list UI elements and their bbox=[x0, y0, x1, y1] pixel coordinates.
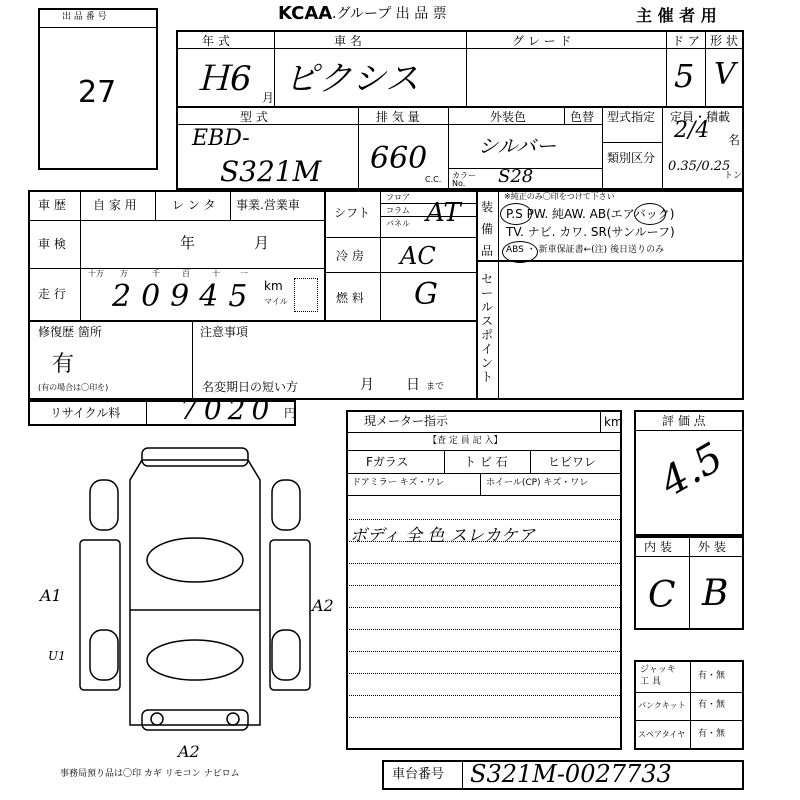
col-line-3 bbox=[666, 30, 667, 106]
door-label: ド ア bbox=[672, 34, 700, 48]
grade-label: グ レ ー ド bbox=[512, 34, 572, 48]
car-name-value: ピクシス bbox=[284, 59, 419, 99]
deadline-until: まで bbox=[426, 382, 445, 392]
puncture-option[interactable]: 有・無 bbox=[698, 700, 726, 710]
office-note: 事務局預り品は〇印 カギ リモコン ナビロム bbox=[60, 769, 240, 779]
history-option-business[interactable]: 事業.営業車 bbox=[236, 198, 300, 212]
history-col-1 bbox=[155, 190, 156, 220]
inspection-year: 年 bbox=[180, 234, 196, 252]
mile-check-box[interactable] bbox=[294, 278, 318, 312]
equipment-line-3: ABS ・ 新車保証書←(注) 後日送りのみ bbox=[506, 245, 665, 255]
mileage-digit-100: 百 bbox=[182, 269, 190, 278]
abs-circle bbox=[502, 241, 538, 263]
car-name-label: 車 名 bbox=[334, 34, 362, 48]
inspection-label: 車 検 bbox=[38, 237, 66, 251]
capacity-value: 2/4 bbox=[674, 118, 710, 143]
remark-line-7 bbox=[346, 651, 622, 652]
notes-label: 注意事項 bbox=[200, 325, 249, 339]
row1-bottom-line bbox=[176, 106, 744, 108]
mileage-label: 走 行 bbox=[38, 287, 66, 301]
col-line-9 bbox=[662, 106, 663, 190]
mirror-label: ドアミラー キズ・ワレ bbox=[352, 478, 445, 488]
fuel-value: G bbox=[414, 277, 438, 312]
equipment-note: ※純正のみ〇印をつけて下さい bbox=[504, 192, 615, 201]
deadline-month: 月 bbox=[360, 377, 374, 393]
color-no-label: カラー No. bbox=[452, 171, 476, 188]
mirror-col bbox=[480, 473, 481, 495]
lot-number-divider bbox=[38, 27, 158, 28]
lot-number-value: 27 bbox=[78, 75, 117, 110]
inspection-month: 月 bbox=[254, 234, 270, 252]
remark-line-8 bbox=[346, 673, 622, 674]
shift-option-column[interactable]: コラム bbox=[386, 206, 410, 215]
shift-option-panel[interactable]: パネル bbox=[386, 219, 410, 228]
col-line-8 bbox=[602, 106, 603, 190]
grade-label: 評 価 点 bbox=[662, 414, 706, 428]
jack-label: ジャッキ 工 具 bbox=[640, 665, 676, 687]
exterior-color-value: シルバー bbox=[478, 134, 557, 158]
equip-col bbox=[476, 190, 478, 400]
mileage-digit-10: 十 bbox=[212, 269, 220, 278]
remark-line-5 bbox=[346, 607, 622, 608]
remark-line-4 bbox=[346, 585, 622, 586]
model-value-2: S321M bbox=[220, 155, 322, 188]
mileage-value: 20945 bbox=[112, 279, 258, 314]
exterior-label: 外 装 bbox=[698, 540, 726, 554]
cooling-label: 冷 房 bbox=[336, 249, 364, 263]
organizer-label: 主 催 者 用 bbox=[636, 6, 717, 25]
capacity-unit: 名 bbox=[728, 133, 741, 147]
recycle-label: リサイクル料 bbox=[50, 406, 121, 420]
title-brand: KCAA bbox=[278, 3, 333, 24]
shape-value: V bbox=[714, 57, 736, 92]
jack-option[interactable]: 有・無 bbox=[698, 671, 726, 681]
deadline-label: 名変期日の短い方 bbox=[202, 380, 299, 394]
tools-col bbox=[690, 660, 691, 750]
type-designation-label: 型式指定 bbox=[607, 110, 656, 124]
tools-line-1 bbox=[634, 692, 744, 693]
mirror-line-bottom bbox=[346, 495, 622, 496]
diagram-mark-bottom: A2 bbox=[178, 742, 200, 761]
recycle-value: 7020 bbox=[180, 393, 276, 426]
year-value: Ｈ6 bbox=[196, 59, 252, 99]
glass-col-1 bbox=[444, 450, 445, 473]
exterior-value: B bbox=[702, 573, 729, 614]
model-label: 型 式 bbox=[240, 110, 268, 124]
deadline-day: 日 bbox=[406, 377, 420, 393]
year-label: 年 式 bbox=[202, 34, 230, 48]
classification-label: 類別区分 bbox=[607, 151, 656, 165]
grade-value: 4.5 bbox=[652, 434, 731, 506]
equipment-line-1: P.S PW. 純AW. AB(エアバック) bbox=[506, 207, 675, 221]
col-line-5 bbox=[358, 106, 359, 190]
col-line-6 bbox=[448, 106, 449, 190]
inspector-remark: ボディ 全 色 スレカケア bbox=[350, 526, 535, 546]
title-text: .グループ 出 品 票 bbox=[332, 6, 447, 22]
row2-header-line bbox=[176, 124, 602, 125]
load-value: 0.35/0.25 bbox=[668, 159, 731, 174]
capacity-label: 定員・積載 bbox=[670, 110, 731, 124]
mileage-digit-100k: 十万 bbox=[88, 269, 104, 278]
color-change-label: 色替 bbox=[570, 110, 595, 124]
inspection-line bbox=[28, 268, 324, 269]
col-line-2 bbox=[466, 30, 467, 106]
remark-line-2 bbox=[346, 541, 622, 542]
exterior-color-label: 外装色 bbox=[490, 110, 527, 124]
color-no-value: S28 bbox=[498, 166, 534, 187]
car-diagram bbox=[60, 440, 330, 750]
ps-circle bbox=[500, 203, 532, 225]
repair-col bbox=[192, 320, 193, 400]
inspector-header: 【査 定 員 記 入】 bbox=[428, 436, 503, 446]
interior-exterior-col bbox=[689, 536, 690, 630]
col-line-7 bbox=[564, 106, 565, 124]
shift-line bbox=[324, 237, 476, 238]
shift-option-floor[interactable]: フロア bbox=[386, 193, 410, 202]
cooling-line bbox=[324, 272, 476, 273]
load-unit: トン bbox=[724, 171, 743, 181]
meter-col bbox=[600, 410, 601, 432]
interior-value: C bbox=[648, 575, 676, 616]
mileage-unit-km: km bbox=[264, 279, 283, 293]
shift-label: シフト bbox=[334, 206, 371, 220]
spare-label: スペアタイヤ bbox=[638, 730, 686, 739]
glass-line-top bbox=[346, 450, 622, 451]
repair-note: (有の場合は〇印を) bbox=[38, 383, 109, 392]
history-option-rental[interactable]: レ ン タ bbox=[172, 198, 216, 212]
remark-line-3 bbox=[346, 563, 622, 564]
glass-line-bottom bbox=[346, 473, 622, 474]
mid-col bbox=[324, 190, 326, 320]
col-line-1 bbox=[274, 30, 275, 106]
wheel-label: ホイール(CP) キズ・ワレ bbox=[486, 478, 589, 488]
mileage-digit-10k: 万 bbox=[120, 269, 128, 278]
cc-unit: C.C. bbox=[425, 175, 442, 184]
repair-value: 有 bbox=[52, 352, 75, 377]
repair-top-line bbox=[28, 320, 476, 322]
type-split-line bbox=[602, 142, 662, 143]
shift-value: AT bbox=[426, 198, 461, 228]
grade-line bbox=[634, 430, 744, 431]
puncture-label: パンクキット bbox=[638, 701, 686, 710]
mileage-digit-1: 一 bbox=[240, 269, 248, 278]
tools-line-2 bbox=[634, 720, 744, 721]
ab-circle bbox=[634, 203, 666, 225]
glass-col-2 bbox=[530, 450, 531, 473]
cooling-value: AC bbox=[400, 242, 436, 270]
remark-line-10 bbox=[346, 717, 622, 718]
meter-label: 現メーター指示 bbox=[364, 414, 449, 428]
meter-unit: km bbox=[604, 415, 623, 429]
remark-line-6 bbox=[346, 629, 622, 630]
mileage-unit-mile: マイル bbox=[264, 297, 288, 306]
lot-number-label: 出 品 番 号 bbox=[62, 12, 107, 22]
equipment-line-2: TV. ナビ. カワ. SR(サンルーフ) bbox=[506, 225, 675, 239]
chassis-value: S321M-0027733 bbox=[470, 760, 672, 788]
left-label-col bbox=[80, 190, 81, 320]
door-value: 5 bbox=[674, 57, 695, 95]
remark-line-9 bbox=[346, 695, 622, 696]
mileage-digit-1k: 千 bbox=[152, 269, 160, 278]
chassis-col bbox=[462, 760, 463, 790]
repair-label: 修復歴 箇所 bbox=[38, 325, 102, 339]
shift-label-col bbox=[380, 190, 381, 320]
diagram-mark-right: A2 bbox=[312, 596, 334, 615]
equip-label-col bbox=[498, 190, 499, 400]
year-month-unit: 月 bbox=[262, 91, 275, 105]
windshield-label: Fガラス bbox=[366, 455, 409, 469]
meter-line bbox=[346, 432, 622, 433]
history-line bbox=[28, 220, 324, 221]
crack-label: ヒビワレ bbox=[548, 455, 597, 469]
recycle-col bbox=[146, 400, 147, 426]
displacement-value: 660 bbox=[370, 141, 428, 176]
history-label: 車 歴 bbox=[38, 198, 66, 212]
spare-option[interactable]: 有・無 bbox=[698, 729, 726, 739]
interior-label: 内 装 bbox=[644, 540, 672, 554]
history-option-private[interactable]: 自 家 用 bbox=[93, 198, 137, 212]
displacement-label: 排 気 量 bbox=[376, 110, 420, 124]
fuel-label: 燃 料 bbox=[336, 291, 364, 305]
shape-label: 形 状 bbox=[710, 34, 738, 48]
model-value-1: EBD- bbox=[192, 126, 250, 151]
recycle-unit: 円 bbox=[284, 406, 297, 420]
col-line-4 bbox=[705, 30, 706, 106]
diagram-mark-left-low: U1 bbox=[48, 649, 66, 663]
diagram-mark-left: A1 bbox=[40, 586, 62, 605]
chip-label: ト ビ 石 bbox=[464, 455, 508, 469]
chassis-label: 車台番号 bbox=[392, 767, 445, 782]
sales-point-label: セールスポイント bbox=[481, 272, 494, 384]
equipment-label: 装備品 bbox=[481, 200, 494, 258]
remark-line-1 bbox=[346, 519, 622, 520]
row1-header-line bbox=[176, 48, 744, 49]
history-col-2 bbox=[230, 190, 231, 220]
